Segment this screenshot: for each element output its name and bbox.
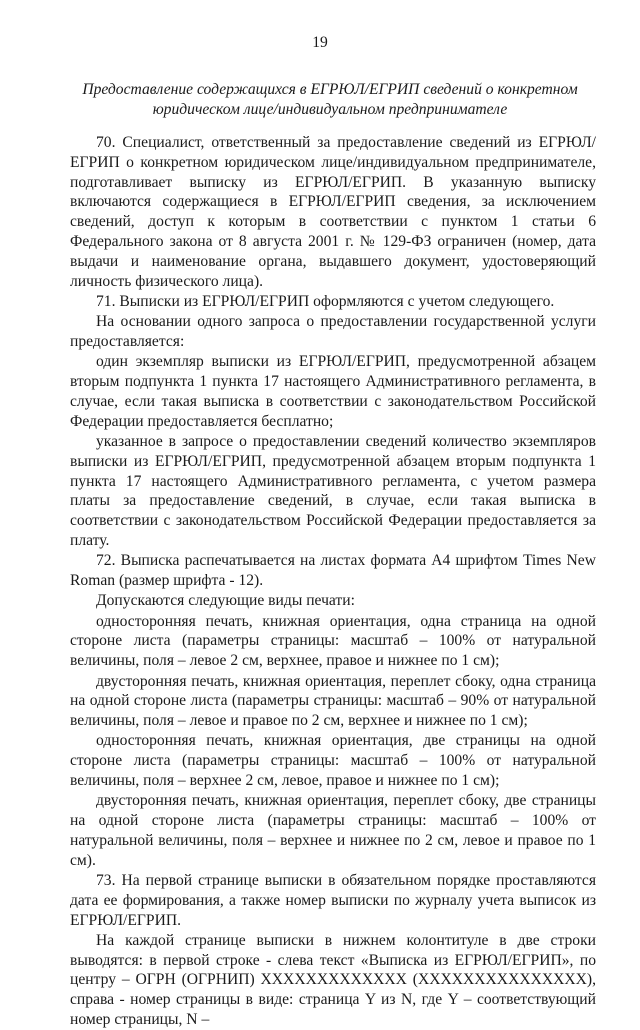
page-number: 19 <box>312 34 328 51</box>
paragraph: двусторонняя печать, книжная ориентация, переплет сбоку, одна страница на одной стороне листа (параметры страницы: масштаб – 90% от натуральной величины, поля – левое и правое по 2 см, верхнее и нижнее по 1 см); <box>70 672 596 730</box>
document-body <box>70 133 596 1030</box>
paragraph: двусторонняя печать, книжная ориентация, переплет сбоку, две страницы на одной стороне листа (параметры страницы: масштаб – 100% от натуральной величины, поля – верхнее и нижнее по 2 см, левое и правое по 1 см). <box>70 792 596 869</box>
paragraph: указанное в запросе о предоставлении сведений количество экземпляров выписки из ЕГРЮЛ/ЕГРИП, предусмотренной абзацем вторым подпункта 1 пункта 17 настоящего Административного регламента, с учетом размера платы за предоставление сведений, в случае, если такая выписка в соответствии с законодательством Российской Федерации предоставляется за плату. <box>70 432 596 549</box>
paragraph-73: 73. На первой странице выписки в обязательном порядке проставляются дата ее формирования, а также номер выписки по журналу учета выписок из ЕГРЮЛ/ЕГРИП. <box>70 871 596 929</box>
paragraph-70: 70. Специалист, ответственный за предоставление сведений из ЕГРЮЛ/ЕГРИП о конкретном юридическом лице/индивидуальном предпринимателе, подготавливает выписку из ЕГРЮЛ/ЕГРИП. В указанную выписку включаются содержащиеся в ЕГРЮЛ/ЕГРИП сведения, за исключением сведений, доступ к которым в соответствии с пунктом 1 статьи 6 Федерального закона от 8 августа 2001 г. № 129-ФЗ ограничен (номер, дата выдачи и наименование органа, выдавшего документ, удостоверяющий личность физического лица). <box>70 134 596 290</box>
paragraph: На основании одного запроса о предоставлении государственной услуги предоставляется: <box>70 313 596 350</box>
paragraph: один экземпляр выписки из ЕГРЮЛ/ЕГРИП, предусмотренной абзацем вторым подпункта 1 пункта 17 настоящего Административного регламента, в случае, если такая выписка в соответствии с законодательством Российской Федерации предоставляется бесплатно; <box>70 353 596 430</box>
paragraph-72: 72. Выписка распечатывается на листах формата А4 шрифтом Times New Roman (размер шрифта - 12). <box>70 552 596 590</box>
paragraph-71: 71. Выписки из ЕГРЮЛ/ЕГРИП оформляются с учетом следующего. <box>96 292 555 310</box>
paragraph: односторонняя печать, книжная ориентация, две страницы на одной стороне листа (параметры страницы: масштаб – 100% от натуральной величины, поля – верхнее 2 см, левое, правое и нижнее по 1 см); <box>70 732 596 789</box>
section-heading: Предоставление содержащихся в ЕГРЮЛ/ЕГРИП сведений о конкретном юридическом лице/индивидуальном предпринимателе <box>82 81 578 118</box>
paragraph: Допускаются следующие виды печати: <box>96 592 355 610</box>
paragraph: односторонняя печать, книжная ориентация, одна страница на одной стороне листа (параметры страницы: масштаб – 100% от натуральной величины, поля – левое 2 см, верхнее, правое и нижнее по 1 см); <box>70 612 596 670</box>
paragraph: На каждой странице выписки в нижнем колонтитуле в две строки выводятся: в первой строке - слева текст «Выписка из ЕГРЮЛ/ЕГРИП», по центру – ОГРН (ОГРНИП) ХХХХХХХХХХХХХ (ХХХХХХХХХХХХХХХ), справа - номер страницы в виде: страница Y из N, где Y – соответствующий номер страницы, N – <box>70 931 596 1029</box>
